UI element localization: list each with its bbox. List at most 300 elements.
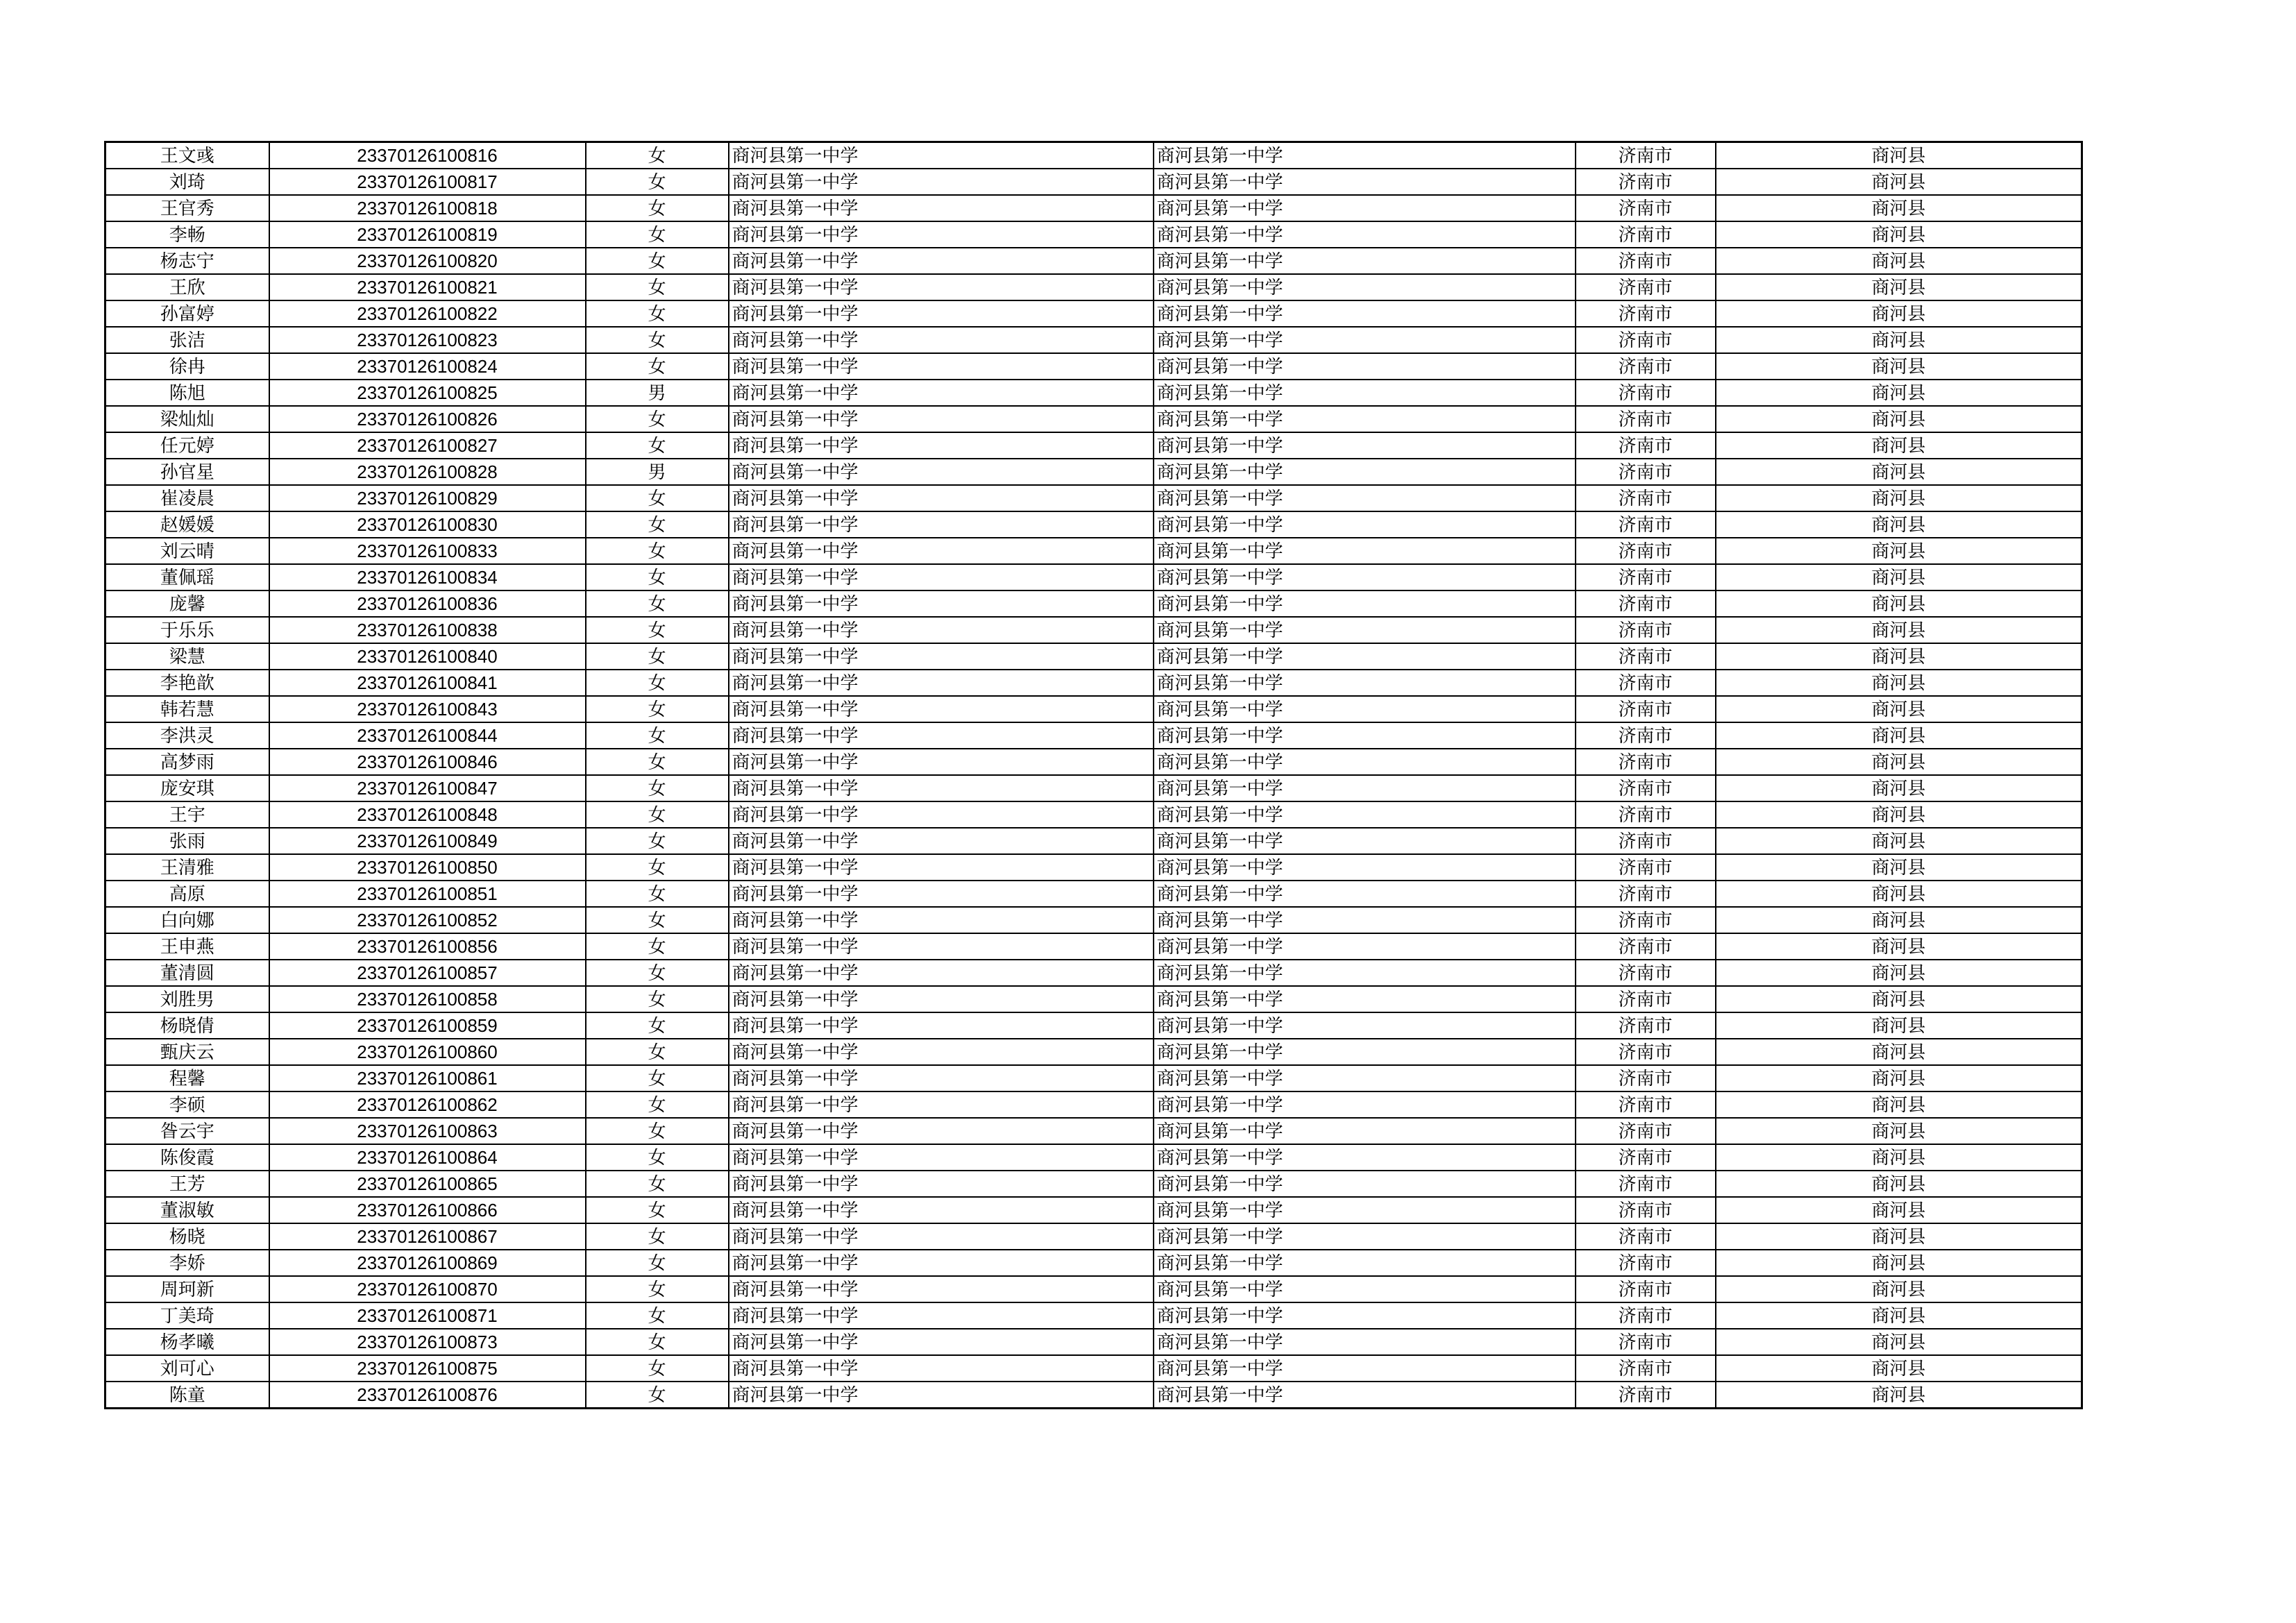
exam-site-cell: 商河县第一中学 bbox=[1154, 1355, 1576, 1382]
student-name-cell: 杨晓倩 bbox=[105, 1012, 269, 1039]
city-cell: 济南市 bbox=[1576, 459, 1716, 485]
table-row bbox=[105, 221, 2082, 248]
student-name-cell: 王宇 bbox=[105, 801, 269, 828]
table-row bbox=[105, 749, 2082, 775]
exam-number-cell: 23370126100852 bbox=[269, 907, 586, 933]
exam-number-cell: 23370126100821 bbox=[269, 274, 586, 300]
gender-cell: 女 bbox=[586, 801, 729, 828]
city-cell: 济南市 bbox=[1576, 1065, 1716, 1091]
gender-cell: 女 bbox=[586, 511, 729, 538]
gender-cell: 女 bbox=[586, 1276, 729, 1302]
gender-cell: 女 bbox=[586, 933, 729, 960]
exam-site-cell: 商河县第一中学 bbox=[1154, 1118, 1576, 1144]
table-row bbox=[105, 986, 2082, 1012]
school-cell: 商河县第一中学 bbox=[729, 142, 1154, 169]
exam-site-cell: 商河县第一中学 bbox=[1154, 1197, 1576, 1223]
county-cell: 商河县 bbox=[1716, 1250, 2082, 1276]
table-row bbox=[105, 459, 2082, 485]
exam-site-cell: 商河县第一中学 bbox=[1154, 696, 1576, 722]
school-cell: 商河县第一中学 bbox=[729, 960, 1154, 986]
table-row bbox=[105, 960, 2082, 986]
student-name-cell: 刘胜男 bbox=[105, 986, 269, 1012]
gender-cell: 女 bbox=[586, 722, 729, 749]
exam-site-cell: 商河县第一中学 bbox=[1154, 881, 1576, 907]
school-cell: 商河县第一中学 bbox=[729, 248, 1154, 274]
table-row bbox=[105, 1250, 2082, 1276]
student-name-cell: 陈童 bbox=[105, 1382, 269, 1409]
school-cell: 商河县第一中学 bbox=[729, 1355, 1154, 1382]
roster-body bbox=[105, 142, 2082, 1409]
county-cell: 商河县 bbox=[1716, 1171, 2082, 1197]
table-row bbox=[105, 1197, 2082, 1223]
school-cell: 商河县第一中学 bbox=[729, 274, 1154, 300]
exam-site-cell: 商河县第一中学 bbox=[1154, 432, 1576, 459]
county-cell: 商河县 bbox=[1716, 248, 2082, 274]
student-name-cell: 刘云晴 bbox=[105, 538, 269, 564]
city-cell: 济南市 bbox=[1576, 1382, 1716, 1409]
county-cell: 商河县 bbox=[1716, 854, 2082, 881]
county-cell: 商河县 bbox=[1716, 1091, 2082, 1118]
city-cell: 济南市 bbox=[1576, 854, 1716, 881]
student-name-cell: 李畅 bbox=[105, 221, 269, 248]
table-row bbox=[105, 1091, 2082, 1118]
county-cell: 商河县 bbox=[1716, 353, 2082, 380]
exam-site-cell: 商河县第一中学 bbox=[1154, 327, 1576, 353]
exam-site-cell: 商河县第一中学 bbox=[1154, 801, 1576, 828]
county-cell: 商河县 bbox=[1716, 643, 2082, 670]
table-row bbox=[105, 933, 2082, 960]
county-cell: 商河县 bbox=[1716, 1276, 2082, 1302]
exam-number-cell: 23370126100875 bbox=[269, 1355, 586, 1382]
table-row bbox=[105, 670, 2082, 696]
county-cell: 商河县 bbox=[1716, 933, 2082, 960]
exam-number-cell: 23370126100873 bbox=[269, 1329, 586, 1355]
city-cell: 济南市 bbox=[1576, 1355, 1716, 1382]
city-cell: 济南市 bbox=[1576, 195, 1716, 221]
gender-cell: 女 bbox=[586, 1250, 729, 1276]
gender-cell: 女 bbox=[586, 221, 729, 248]
exam-site-cell: 商河县第一中学 bbox=[1154, 195, 1576, 221]
gender-cell: 女 bbox=[586, 854, 729, 881]
student-name-cell: 白向娜 bbox=[105, 907, 269, 933]
exam-number-cell: 23370126100822 bbox=[269, 300, 586, 327]
exam-site-cell: 商河县第一中学 bbox=[1154, 1382, 1576, 1409]
table-row bbox=[105, 1382, 2082, 1409]
county-cell: 商河县 bbox=[1716, 406, 2082, 432]
city-cell: 济南市 bbox=[1576, 300, 1716, 327]
table-row bbox=[105, 248, 2082, 274]
exam-site-cell: 商河县第一中学 bbox=[1154, 142, 1576, 169]
table-row bbox=[105, 1118, 2082, 1144]
exam-site-cell: 商河县第一中学 bbox=[1154, 749, 1576, 775]
gender-cell: 女 bbox=[586, 1065, 729, 1091]
student-name-cell: 刘可心 bbox=[105, 1355, 269, 1382]
exam-site-cell: 商河县第一中学 bbox=[1154, 406, 1576, 432]
gender-cell: 女 bbox=[586, 406, 729, 432]
county-cell: 商河县 bbox=[1716, 459, 2082, 485]
city-cell: 济南市 bbox=[1576, 1144, 1716, 1171]
exam-site-cell: 商河县第一中学 bbox=[1154, 564, 1576, 590]
table-row bbox=[105, 511, 2082, 538]
school-cell: 商河县第一中学 bbox=[729, 1223, 1154, 1250]
table-row bbox=[105, 617, 2082, 643]
table-row bbox=[105, 300, 2082, 327]
city-cell: 济南市 bbox=[1576, 1302, 1716, 1329]
city-cell: 济南市 bbox=[1576, 1012, 1716, 1039]
exam-number-cell: 23370126100864 bbox=[269, 1144, 586, 1171]
table-row bbox=[105, 327, 2082, 353]
exam-number-cell: 23370126100825 bbox=[269, 380, 586, 406]
gender-cell: 女 bbox=[586, 1012, 729, 1039]
table-row bbox=[105, 828, 2082, 854]
school-cell: 商河县第一中学 bbox=[729, 1118, 1154, 1144]
table-row bbox=[105, 1355, 2082, 1382]
city-cell: 济南市 bbox=[1576, 274, 1716, 300]
table-row bbox=[105, 1329, 2082, 1355]
county-cell: 商河县 bbox=[1716, 142, 2082, 169]
exam-site-cell: 商河县第一中学 bbox=[1154, 590, 1576, 617]
table-row bbox=[105, 564, 2082, 590]
city-cell: 济南市 bbox=[1576, 1223, 1716, 1250]
exam-number-cell: 23370126100820 bbox=[269, 248, 586, 274]
school-cell: 商河县第一中学 bbox=[729, 195, 1154, 221]
city-cell: 济南市 bbox=[1576, 1276, 1716, 1302]
exam-site-cell: 商河县第一中学 bbox=[1154, 960, 1576, 986]
exam-number-cell: 23370126100866 bbox=[269, 1197, 586, 1223]
city-cell: 济南市 bbox=[1576, 353, 1716, 380]
city-cell: 济南市 bbox=[1576, 564, 1716, 590]
student-name-cell: 庞安琪 bbox=[105, 775, 269, 801]
table-row bbox=[105, 169, 2082, 195]
gender-cell: 女 bbox=[586, 564, 729, 590]
exam-site-cell: 商河县第一中学 bbox=[1154, 1250, 1576, 1276]
exam-site-cell: 商河县第一中学 bbox=[1154, 617, 1576, 643]
city-cell: 济南市 bbox=[1576, 670, 1716, 696]
city-cell: 济南市 bbox=[1576, 432, 1716, 459]
city-cell: 济南市 bbox=[1576, 1250, 1716, 1276]
exam-site-cell: 商河县第一中学 bbox=[1154, 1039, 1576, 1065]
student-name-cell: 王文彧 bbox=[105, 142, 269, 169]
student-name-cell: 孙官星 bbox=[105, 459, 269, 485]
school-cell: 商河县第一中学 bbox=[729, 1302, 1154, 1329]
county-cell: 商河县 bbox=[1716, 1355, 2082, 1382]
exam-number-cell: 23370126100859 bbox=[269, 1012, 586, 1039]
city-cell: 济南市 bbox=[1576, 775, 1716, 801]
gender-cell: 女 bbox=[586, 274, 729, 300]
city-cell: 济南市 bbox=[1576, 1329, 1716, 1355]
exam-site-cell: 商河县第一中学 bbox=[1154, 511, 1576, 538]
exam-number-cell: 23370126100862 bbox=[269, 1091, 586, 1118]
school-cell: 商河县第一中学 bbox=[729, 854, 1154, 881]
exam-number-cell: 23370126100827 bbox=[269, 432, 586, 459]
exam-site-cell: 商河县第一中学 bbox=[1154, 459, 1576, 485]
county-cell: 商河县 bbox=[1716, 380, 2082, 406]
exam-number-cell: 23370126100865 bbox=[269, 1171, 586, 1197]
table-row bbox=[105, 274, 2082, 300]
gender-cell: 女 bbox=[586, 1355, 729, 1382]
school-cell: 商河县第一中学 bbox=[729, 828, 1154, 854]
student-name-cell: 高梦雨 bbox=[105, 749, 269, 775]
exam-site-cell: 商河县第一中学 bbox=[1154, 1065, 1576, 1091]
exam-site-cell: 商河县第一中学 bbox=[1154, 670, 1576, 696]
county-cell: 商河县 bbox=[1716, 907, 2082, 933]
exam-site-cell: 商河县第一中学 bbox=[1154, 828, 1576, 854]
exam-number-cell: 23370126100870 bbox=[269, 1276, 586, 1302]
table-row bbox=[105, 643, 2082, 670]
exam-number-cell: 23370126100829 bbox=[269, 485, 586, 511]
exam-site-cell: 商河县第一中学 bbox=[1154, 169, 1576, 195]
exam-site-cell: 商河县第一中学 bbox=[1154, 353, 1576, 380]
county-cell: 商河县 bbox=[1716, 195, 2082, 221]
student-name-cell: 陈旭 bbox=[105, 380, 269, 406]
city-cell: 济南市 bbox=[1576, 1039, 1716, 1065]
student-name-cell: 昝云宇 bbox=[105, 1118, 269, 1144]
exam-number-cell: 23370126100869 bbox=[269, 1250, 586, 1276]
gender-cell: 女 bbox=[586, 538, 729, 564]
exam-site-cell: 商河县第一中学 bbox=[1154, 274, 1576, 300]
city-cell: 济南市 bbox=[1576, 511, 1716, 538]
city-cell: 济南市 bbox=[1576, 828, 1716, 854]
city-cell: 济南市 bbox=[1576, 327, 1716, 353]
school-cell: 商河县第一中学 bbox=[729, 1171, 1154, 1197]
student-name-cell: 周珂新 bbox=[105, 1276, 269, 1302]
table-row bbox=[105, 1223, 2082, 1250]
student-name-cell: 陈俊霞 bbox=[105, 1144, 269, 1171]
student-name-cell: 王申燕 bbox=[105, 933, 269, 960]
student-name-cell: 赵媛媛 bbox=[105, 511, 269, 538]
exam-site-cell: 商河县第一中学 bbox=[1154, 986, 1576, 1012]
exam-number-cell: 23370126100843 bbox=[269, 696, 586, 722]
student-name-cell: 高原 bbox=[105, 881, 269, 907]
city-cell: 济南市 bbox=[1576, 142, 1716, 169]
school-cell: 商河县第一中学 bbox=[729, 1039, 1154, 1065]
county-cell: 商河县 bbox=[1716, 169, 2082, 195]
gender-cell: 女 bbox=[586, 881, 729, 907]
student-name-cell: 董淑敏 bbox=[105, 1197, 269, 1223]
gender-cell: 女 bbox=[586, 1118, 729, 1144]
exam-number-cell: 23370126100830 bbox=[269, 511, 586, 538]
student-name-cell: 杨晓 bbox=[105, 1223, 269, 1250]
student-name-cell: 李艳歆 bbox=[105, 670, 269, 696]
city-cell: 济南市 bbox=[1576, 986, 1716, 1012]
gender-cell: 女 bbox=[586, 327, 729, 353]
city-cell: 济南市 bbox=[1576, 696, 1716, 722]
school-cell: 商河县第一中学 bbox=[729, 300, 1154, 327]
exam-site-cell: 商河县第一中学 bbox=[1154, 380, 1576, 406]
gender-cell: 女 bbox=[586, 643, 729, 670]
exam-number-cell: 23370126100850 bbox=[269, 854, 586, 881]
exam-number-cell: 23370126100846 bbox=[269, 749, 586, 775]
city-cell: 济南市 bbox=[1576, 406, 1716, 432]
county-cell: 商河县 bbox=[1716, 617, 2082, 643]
gender-cell: 女 bbox=[586, 1329, 729, 1355]
exam-site-cell: 商河县第一中学 bbox=[1154, 933, 1576, 960]
exam-site-cell: 商河县第一中学 bbox=[1154, 1223, 1576, 1250]
exam-site-cell: 商河县第一中学 bbox=[1154, 722, 1576, 749]
county-cell: 商河县 bbox=[1716, 1039, 2082, 1065]
school-cell: 商河县第一中学 bbox=[729, 670, 1154, 696]
exam-number-cell: 23370126100818 bbox=[269, 195, 586, 221]
city-cell: 济南市 bbox=[1576, 907, 1716, 933]
student-name-cell: 任元婷 bbox=[105, 432, 269, 459]
city-cell: 济南市 bbox=[1576, 722, 1716, 749]
county-cell: 商河县 bbox=[1716, 564, 2082, 590]
table-row bbox=[105, 801, 2082, 828]
county-cell: 商河县 bbox=[1716, 828, 2082, 854]
school-cell: 商河县第一中学 bbox=[729, 1250, 1154, 1276]
county-cell: 商河县 bbox=[1716, 775, 2082, 801]
exam-number-cell: 23370126100836 bbox=[269, 590, 586, 617]
county-cell: 商河县 bbox=[1716, 221, 2082, 248]
school-cell: 商河县第一中学 bbox=[729, 986, 1154, 1012]
table-row bbox=[105, 1276, 2082, 1302]
student-name-cell: 梁灿灿 bbox=[105, 406, 269, 432]
school-cell: 商河县第一中学 bbox=[729, 406, 1154, 432]
school-cell: 商河县第一中学 bbox=[729, 643, 1154, 670]
student-name-cell: 庞馨 bbox=[105, 590, 269, 617]
gender-cell: 女 bbox=[586, 1039, 729, 1065]
student-name-cell: 崔凌晨 bbox=[105, 485, 269, 511]
county-cell: 商河县 bbox=[1716, 881, 2082, 907]
table-row bbox=[105, 722, 2082, 749]
gender-cell: 女 bbox=[586, 749, 729, 775]
school-cell: 商河县第一中学 bbox=[729, 327, 1154, 353]
school-cell: 商河县第一中学 bbox=[729, 1144, 1154, 1171]
table-row bbox=[105, 406, 2082, 432]
gender-cell: 女 bbox=[586, 775, 729, 801]
exam-site-cell: 商河县第一中学 bbox=[1154, 221, 1576, 248]
school-cell: 商河县第一中学 bbox=[729, 933, 1154, 960]
table-row bbox=[105, 1171, 2082, 1197]
city-cell: 济南市 bbox=[1576, 1197, 1716, 1223]
table-row bbox=[105, 775, 2082, 801]
school-cell: 商河县第一中学 bbox=[729, 380, 1154, 406]
student-name-cell: 王官秀 bbox=[105, 195, 269, 221]
gender-cell: 女 bbox=[586, 1382, 729, 1409]
county-cell: 商河县 bbox=[1716, 1223, 2082, 1250]
exam-site-cell: 商河县第一中学 bbox=[1154, 300, 1576, 327]
gender-cell: 女 bbox=[586, 353, 729, 380]
exam-site-cell: 商河县第一中学 bbox=[1154, 1012, 1576, 1039]
exam-number-cell: 23370126100840 bbox=[269, 643, 586, 670]
gender-cell: 女 bbox=[586, 142, 729, 169]
school-cell: 商河县第一中学 bbox=[729, 696, 1154, 722]
exam-number-cell: 23370126100838 bbox=[269, 617, 586, 643]
exam-site-cell: 商河县第一中学 bbox=[1154, 248, 1576, 274]
table-row bbox=[105, 538, 2082, 564]
county-cell: 商河县 bbox=[1716, 300, 2082, 327]
exam-number-cell: 23370126100828 bbox=[269, 459, 586, 485]
county-cell: 商河县 bbox=[1716, 986, 2082, 1012]
exam-number-cell: 23370126100844 bbox=[269, 722, 586, 749]
city-cell: 济南市 bbox=[1576, 538, 1716, 564]
county-cell: 商河县 bbox=[1716, 485, 2082, 511]
exam-number-cell: 23370126100857 bbox=[269, 960, 586, 986]
gender-cell: 女 bbox=[586, 248, 729, 274]
student-name-cell: 张雨 bbox=[105, 828, 269, 854]
school-cell: 商河县第一中学 bbox=[729, 459, 1154, 485]
school-cell: 商河县第一中学 bbox=[729, 801, 1154, 828]
exam-site-cell: 商河县第一中学 bbox=[1154, 1329, 1576, 1355]
gender-cell: 女 bbox=[586, 986, 729, 1012]
school-cell: 商河县第一中学 bbox=[729, 1197, 1154, 1223]
exam-number-cell: 23370126100871 bbox=[269, 1302, 586, 1329]
county-cell: 商河县 bbox=[1716, 722, 2082, 749]
gender-cell: 女 bbox=[586, 300, 729, 327]
county-cell: 商河县 bbox=[1716, 1118, 2082, 1144]
exam-site-cell: 商河县第一中学 bbox=[1154, 1091, 1576, 1118]
county-cell: 商河县 bbox=[1716, 1329, 2082, 1355]
school-cell: 商河县第一中学 bbox=[729, 722, 1154, 749]
table-row bbox=[105, 907, 2082, 933]
exam-number-cell: 23370126100860 bbox=[269, 1039, 586, 1065]
city-cell: 济南市 bbox=[1576, 881, 1716, 907]
gender-cell: 男 bbox=[586, 459, 729, 485]
county-cell: 商河县 bbox=[1716, 590, 2082, 617]
exam-site-cell: 商河县第一中学 bbox=[1154, 1276, 1576, 1302]
school-cell: 商河县第一中学 bbox=[729, 1012, 1154, 1039]
table-row bbox=[105, 353, 2082, 380]
city-cell: 济南市 bbox=[1576, 617, 1716, 643]
table-row bbox=[105, 1144, 2082, 1171]
table-row bbox=[105, 485, 2082, 511]
school-cell: 商河县第一中学 bbox=[729, 1276, 1154, 1302]
county-cell: 商河县 bbox=[1716, 274, 2082, 300]
gender-cell: 女 bbox=[586, 432, 729, 459]
student-name-cell: 徐冉 bbox=[105, 353, 269, 380]
student-name-cell: 于乐乐 bbox=[105, 617, 269, 643]
table-row bbox=[105, 142, 2082, 169]
gender-cell: 女 bbox=[586, 907, 729, 933]
gender-cell: 女 bbox=[586, 590, 729, 617]
student-name-cell: 甄庆云 bbox=[105, 1039, 269, 1065]
student-name-cell: 孙富婷 bbox=[105, 300, 269, 327]
exam-site-cell: 商河县第一中学 bbox=[1154, 643, 1576, 670]
gender-cell: 女 bbox=[586, 828, 729, 854]
exam-number-cell: 23370126100841 bbox=[269, 670, 586, 696]
city-cell: 济南市 bbox=[1576, 485, 1716, 511]
city-cell: 济南市 bbox=[1576, 933, 1716, 960]
student-name-cell: 丁美琦 bbox=[105, 1302, 269, 1329]
city-cell: 济南市 bbox=[1576, 1091, 1716, 1118]
exam-site-cell: 商河县第一中学 bbox=[1154, 854, 1576, 881]
county-cell: 商河县 bbox=[1716, 670, 2082, 696]
city-cell: 济南市 bbox=[1576, 590, 1716, 617]
exam-number-cell: 23370126100849 bbox=[269, 828, 586, 854]
school-cell: 商河县第一中学 bbox=[729, 538, 1154, 564]
county-cell: 商河县 bbox=[1716, 1065, 2082, 1091]
table-row bbox=[105, 1012, 2082, 1039]
exam-site-cell: 商河县第一中学 bbox=[1154, 1144, 1576, 1171]
exam-number-cell: 23370126100833 bbox=[269, 538, 586, 564]
exam-site-cell: 商河县第一中学 bbox=[1154, 538, 1576, 564]
gender-cell: 女 bbox=[586, 485, 729, 511]
table-row bbox=[105, 1302, 2082, 1329]
gender-cell: 女 bbox=[586, 1197, 729, 1223]
school-cell: 商河县第一中学 bbox=[729, 511, 1154, 538]
table-row bbox=[105, 1039, 2082, 1065]
county-cell: 商河县 bbox=[1716, 1144, 2082, 1171]
county-cell: 商河县 bbox=[1716, 960, 2082, 986]
student-name-cell: 董佩瑶 bbox=[105, 564, 269, 590]
gender-cell: 女 bbox=[586, 1302, 729, 1329]
city-cell: 济南市 bbox=[1576, 248, 1716, 274]
exam-number-cell: 23370126100867 bbox=[269, 1223, 586, 1250]
table-row bbox=[105, 696, 2082, 722]
county-cell: 商河县 bbox=[1716, 696, 2082, 722]
student-name-cell: 程馨 bbox=[105, 1065, 269, 1091]
city-cell: 济南市 bbox=[1576, 960, 1716, 986]
